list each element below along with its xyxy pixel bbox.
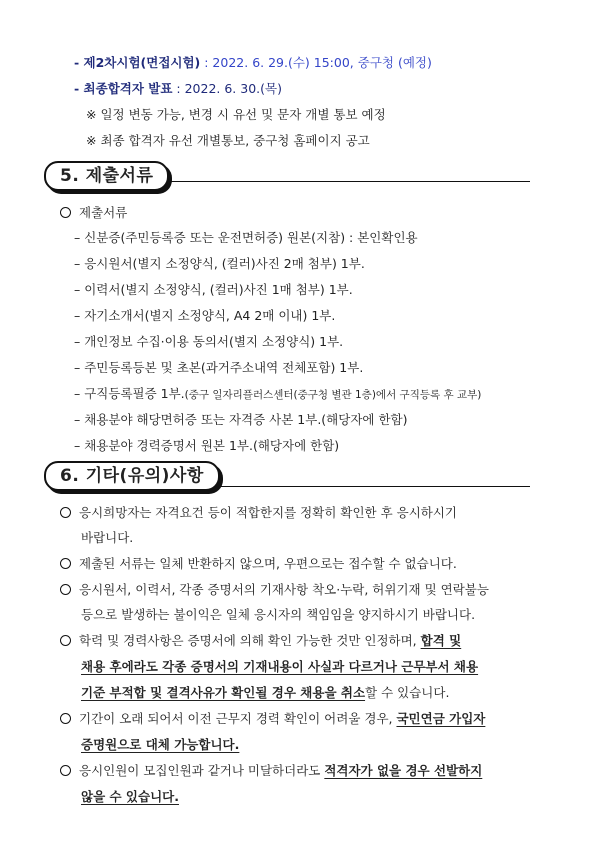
notice-text: 할 수 있습니다. bbox=[365, 685, 450, 700]
exam2-value: : 2022. 6. 29.(수) 15:00, 중구청 (예정) bbox=[204, 55, 432, 70]
notice-text: 응시희망자는 자격요건 등이 적합한지를 정확히 확인한 후 응시하시기 bbox=[79, 505, 457, 520]
doc-item: – 자기소개서(별지 소정양식, A4 2매 이내) 1부. bbox=[74, 308, 336, 323]
notice-item-5 bbox=[60, 711, 485, 727]
doc-item: – 채용분야 해당면허증 또는 자격증 사본 1부.(해당자에 한함) bbox=[74, 412, 408, 427]
doc-item: – 이력서(별지 소정양식, (컬러)사진 1매 첨부) 1부. bbox=[74, 282, 353, 297]
circle-bullet-icon bbox=[60, 584, 71, 595]
notice-item-5-cont: 증명원으로 대체 가능합니다. bbox=[81, 737, 240, 752]
notice-emphasis: 기준 부적합 및 결격사유가 확인될 경우 채용을 취소 bbox=[81, 685, 366, 700]
notice-text: 응시인원이 모집인원과 같거나 미달하더라도 bbox=[79, 763, 325, 778]
section5-subheading bbox=[60, 205, 127, 221]
notice-item-4-cont2 bbox=[81, 685, 449, 701]
notice-emphasis: 합격 및 bbox=[420, 633, 462, 648]
schedule-note-1: ※ 일정 변동 가능, 변경 시 유선 및 문자 개별 통보 예정 bbox=[86, 107, 386, 122]
notice-item-4 bbox=[60, 633, 461, 649]
circle-bullet-icon bbox=[60, 765, 71, 776]
notice-text: 기간이 오래 되어서 이전 근무지 경력 확인이 어려울 경우, bbox=[79, 711, 397, 726]
circle-bullet-icon bbox=[60, 713, 71, 724]
notice-emphasis: 적격자가 없을 경우 선발하지 bbox=[324, 763, 483, 778]
notice-item-6-cont: 않을 수 있습니다. bbox=[81, 789, 179, 804]
circle-bullet-icon bbox=[60, 635, 71, 646]
exam2-row bbox=[74, 55, 432, 71]
notice-text: 제출된 서류는 일체 반환하지 않으며, 우편으로는 접수할 수 없습니다. bbox=[79, 556, 457, 571]
doc-item: – 신분증(주민등록증 또는 운전면허증) 원본(지참) : 본인확인용 bbox=[74, 230, 418, 245]
doc-item: – 채용분야 경력증명서 원본 1부.(해당자에 한함) bbox=[74, 438, 340, 453]
final-value: : 2022. 6. 30.(목) bbox=[176, 81, 282, 96]
doc-item-text: – 구직등록필증 1부. bbox=[74, 386, 185, 401]
final-announce-row bbox=[74, 81, 282, 97]
schedule-note-2: ※ 최종 합격자 유선 개별통보, 중구청 홈페이지 공고 bbox=[86, 133, 370, 148]
circle-bullet-icon bbox=[60, 507, 71, 518]
doc-item: – 개인정보 수집·이용 동의서(별지 소정양식) 1부. bbox=[74, 334, 344, 349]
notice-text: 학력 및 경력사항은 증명서에 의해 확인 가능한 것만 인정하며, bbox=[79, 633, 421, 648]
subheading-text: 제출서류 bbox=[79, 205, 128, 220]
notice-item-1 bbox=[60, 505, 560, 521]
doc-item: – 응시원서(별지 소정양식, (컬러)사진 2매 첨부) 1부. bbox=[74, 256, 365, 271]
notice-emphasis: 국민연금 가입자 bbox=[396, 711, 486, 726]
notice-item-2 bbox=[60, 556, 457, 572]
section5-heading: 5. 제출서류 bbox=[44, 161, 169, 191]
doc-item: – 주민등록등본 및 초본(과거주소내역 전체포함) 1부. bbox=[74, 360, 364, 375]
notice-item-3 bbox=[60, 582, 489, 598]
doc-item bbox=[74, 386, 481, 403]
notice-item-6 bbox=[60, 763, 482, 779]
final-label: - 최종합격자 발표 bbox=[74, 81, 173, 96]
circle-bullet-icon bbox=[60, 558, 71, 569]
notice-text: 응시원서, 이력서, 각종 증명서의 기재사항 착오·누락, 허위기재 및 연락불능 bbox=[79, 582, 489, 597]
notice-item-3-cont: 등으로 발생하는 불이익은 일체 응시자의 책임임을 양지하시기 바랍니다. bbox=[81, 607, 476, 622]
notice-item-4-cont: 채용 후에라도 각종 증명서의 기재내용이 사실과 다르거나 근무부서 채용 bbox=[81, 659, 479, 674]
doc-item-note: (중구 일자리플러스센터(중구청 별관 1층)에서 구직등록 후 교부) bbox=[184, 389, 482, 401]
exam2-label: - 제2차시험(면접시험) bbox=[74, 55, 201, 70]
notice-item-1-cont: 바랍니다. bbox=[81, 530, 134, 545]
circle-bullet-icon bbox=[60, 207, 71, 218]
section6-heading: 6. 기타(유의)사항 bbox=[44, 461, 220, 491]
